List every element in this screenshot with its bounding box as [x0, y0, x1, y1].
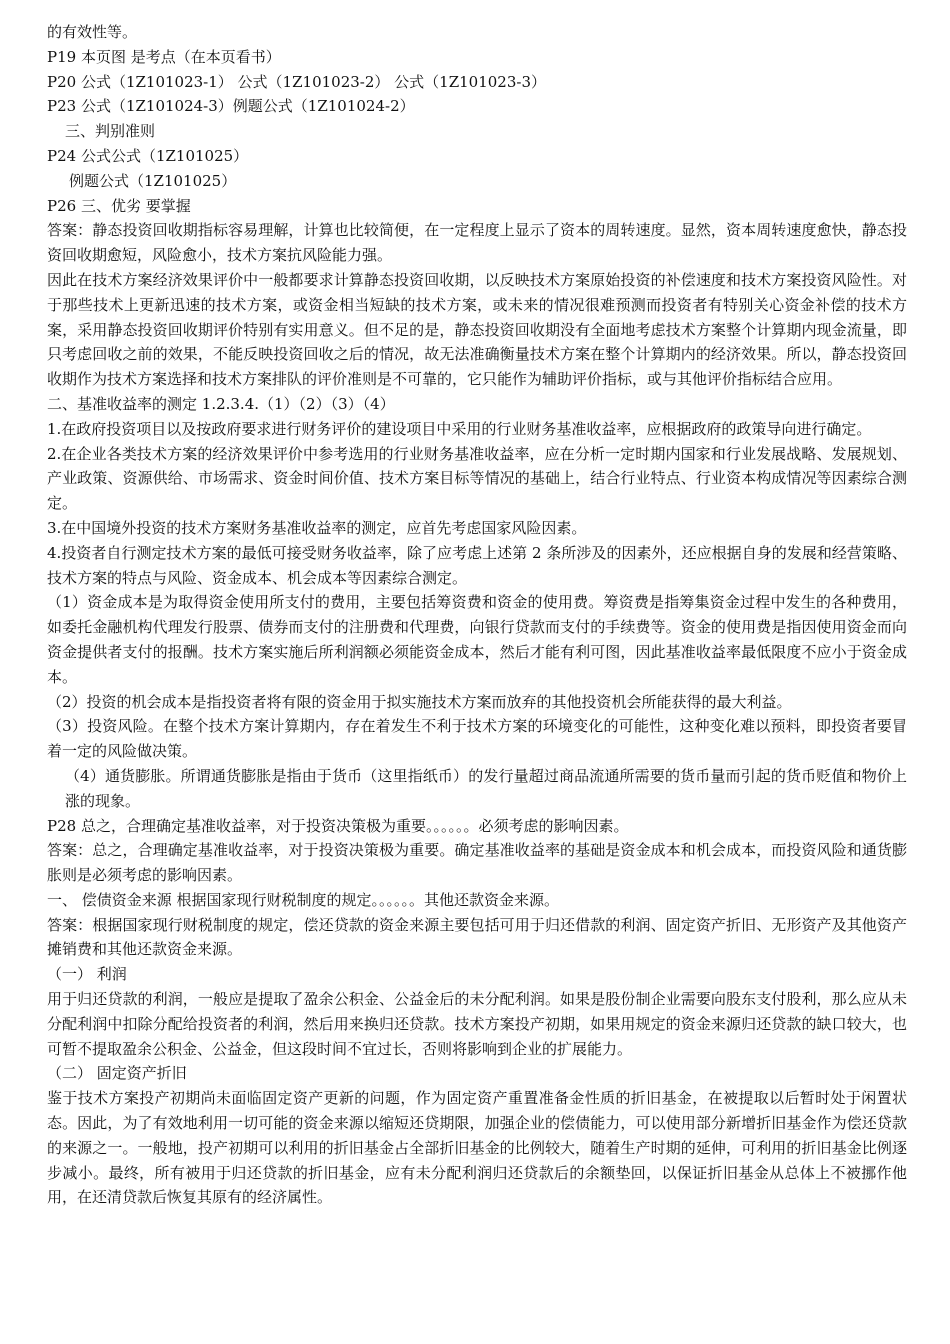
numbered-paragraph: 1.在政府投资项目以及按政府要求进行财务评价的建设项目中采用的行业财务基准收益率，应根据政府的政策导向进行确定。	[47, 419, 872, 438]
section-heading: 二、基准收益率的测定 1.2.3.4.（1）（2）（3）（4）	[47, 394, 395, 413]
text-line: P23 公式（1Z101024-3）例题公式（1Z101024-2）	[47, 97, 415, 116]
sub-item-paragraph: （1）资金成本是为取得资金使用所支付的费用，主要包括筹资费和资金的使用费。筹资费是指筹集资金过程中发生的各种费用，如委托金融机构代理发行股票、债券而支付的注册费和代理费，向银行贷款而支付的手续费等。资金的使用费是指因使用资金而向资金提供者支付的报酬。技术方案实施后所利润额必须能资金成本，然后才能有利可图，因此基准收益率最低限度不应小于资金成本。	[47, 593, 907, 686]
numbered-paragraph: 4.投资者自行测定技术方案的最低可接受财务收益率，除了应考虑上述第 2 条所涉及的因素外，还应根据自身的发展和经营策略、技术方案的特点与风险、资金成本、机会成本等因素综合测定。	[47, 543, 907, 587]
numbered-paragraph: 3.在中国境外投资的技术方案财务基准收益率的测定，应首先考虑国家风险因素。	[47, 518, 587, 537]
numbered-paragraph: 2.在企业各类技术方案的经济效果评价中参考选用的行业财务基准收益率，应在分析一定时期内国家和行业发展战略、发展规划、产业政策、资源供给、市场需求、资金时间价值、技术方案目标等情况的基础上，结合行业特点、行业资本构成情况等因素综合测定。	[47, 444, 907, 513]
answer-paragraph: 答案：根据国家现行财税制度的规定，偿还贷款的资金来源主要包括可用于归还借款的利润、固定资产折旧、无形资产及其他资产摊销费和其他还款资金来源。	[47, 915, 907, 959]
sub-item-paragraph: （3）投资风险。在整个技术方案计算期内，存在着发生不利于技术方案的环境变化的可能性，这种变化难以预料，即投资者要冒着一定的风险做决策。	[47, 717, 907, 761]
text-line: P19 本页图 是考点（在本页看书）	[47, 47, 281, 66]
text-line: P26 三、优劣 要掌握	[47, 196, 191, 215]
answer-paragraph: 答案：总之，合理确定基准收益率，对于投资决策极为重要。确定基准收益率的基础是资金成本和机会成本，而投资风险和通货膨胀则是必须考虑的影响因素。	[47, 841, 907, 885]
sub-item-paragraph: （2）投资的机会成本是指投资者将有限的资金用于拟实施技术方案而放弃的其他投资机会所能获得的最大利益。	[47, 692, 792, 711]
text-line: P28 总之，合理确定基准收益率，对于投资决策极为重要。。。。。。必须考虑的影响因素。	[47, 816, 629, 835]
sub-item-paragraph: （4）通货膨胀。所谓通货膨胀是指由于货币（这里指纸币）的发行量超过商品流通所需要的货币量而引起的货币贬值和物价上涨的现象。	[65, 766, 907, 810]
section-heading: 三、判别准则	[65, 122, 156, 141]
text-line: P20 公式（1Z101023-1） 公式（1Z101023-2） 公式（1Z101023-3）	[47, 72, 547, 91]
sub-heading: （一） 利润	[47, 965, 127, 984]
paragraph: 用于归还贷款的利润，一般应是提取了盈余公积金、公益金后的未分配利润。如果是股份制企业需要向股东支付股利，那么应从未分配利润中扣除分配给投资者的利润，然后用来换归还贷款。技术方案投产初期，如果用规定的资金来源归还贷款的缺口较大，也可暂不提取盈余公积金、公益金，但这段时间不宜过长，否则将影响到企业的扩展能力。	[47, 990, 907, 1058]
paragraph: 因此在技术方案经济效果评价中一般都要求计算静态投资回收期，以反映技术方案原始投资的补偿速度和技术方案投资风险性。对于那些技术上更新迅速的技术方案，或资金相当短缺的技术方案，或未来的情况很难预测而投资者有特别关心资金补偿的技术方案，采用静态投资回收期评价特别有实用意义。但不足的是，静态投资回收期没有全面地考虑技术方案整个计算期内现金流量，即只考虑回收之前的效果，不能反映投资回收之后的情况，故无法准确衡量技术方案在整个计算期内的经济效果。所以，静态投资回收期作为技术方案选择和技术方案排队的评价准则是不可靠的，它只能作为辅助评价指标，或与其他评价指标结合应用。	[47, 270, 907, 389]
document-page	[47, 20, 907, 1210]
sub-heading: （二） 固定资产折旧	[47, 1064, 187, 1083]
text-line: P24 公式公式（1Z101025）	[47, 146, 249, 165]
paragraph: 鉴于技术方案投产初期尚未面临固定资产更新的问题，作为固定资产重置准备金性质的折旧基金，在被提取以后暂时处于闲置状态。因此，为了有效地利用一切可能的资金来源以缩短还贷期限，加强企业的偿债能力，可以使用部分新增折旧基金作为偿还贷款的来源之一。一般地，投产初期可以利用的折旧基金占全部折旧基金的比例较大，随着生产时期的延伸，可利用的折旧基金比例逐步减小。最终，所有被用于归还贷款的折旧基金，应有未分配利润归还贷款后的余额垫回，以保证折旧基金从总体上不被挪作他用，在还清贷款后恢复其原有的经济属性。	[47, 1089, 907, 1207]
section-heading: 一、 偿债资金来源 根据国家现行财税制度的规定。。。。。。其他还款资金来源。	[47, 890, 560, 909]
answer-paragraph: 答案：静态投资回收期指标容易理解，计算也比较简便，在一定程度上显示了资本的周转速度。显然，资本周转速度愈快，静态投资回收期愈短，风险愈小，技术方案抗风险能力强。	[47, 221, 907, 265]
text-line: 的有效性等。	[47, 23, 138, 41]
text-line: 例题公式（1Z101025）	[69, 171, 237, 190]
